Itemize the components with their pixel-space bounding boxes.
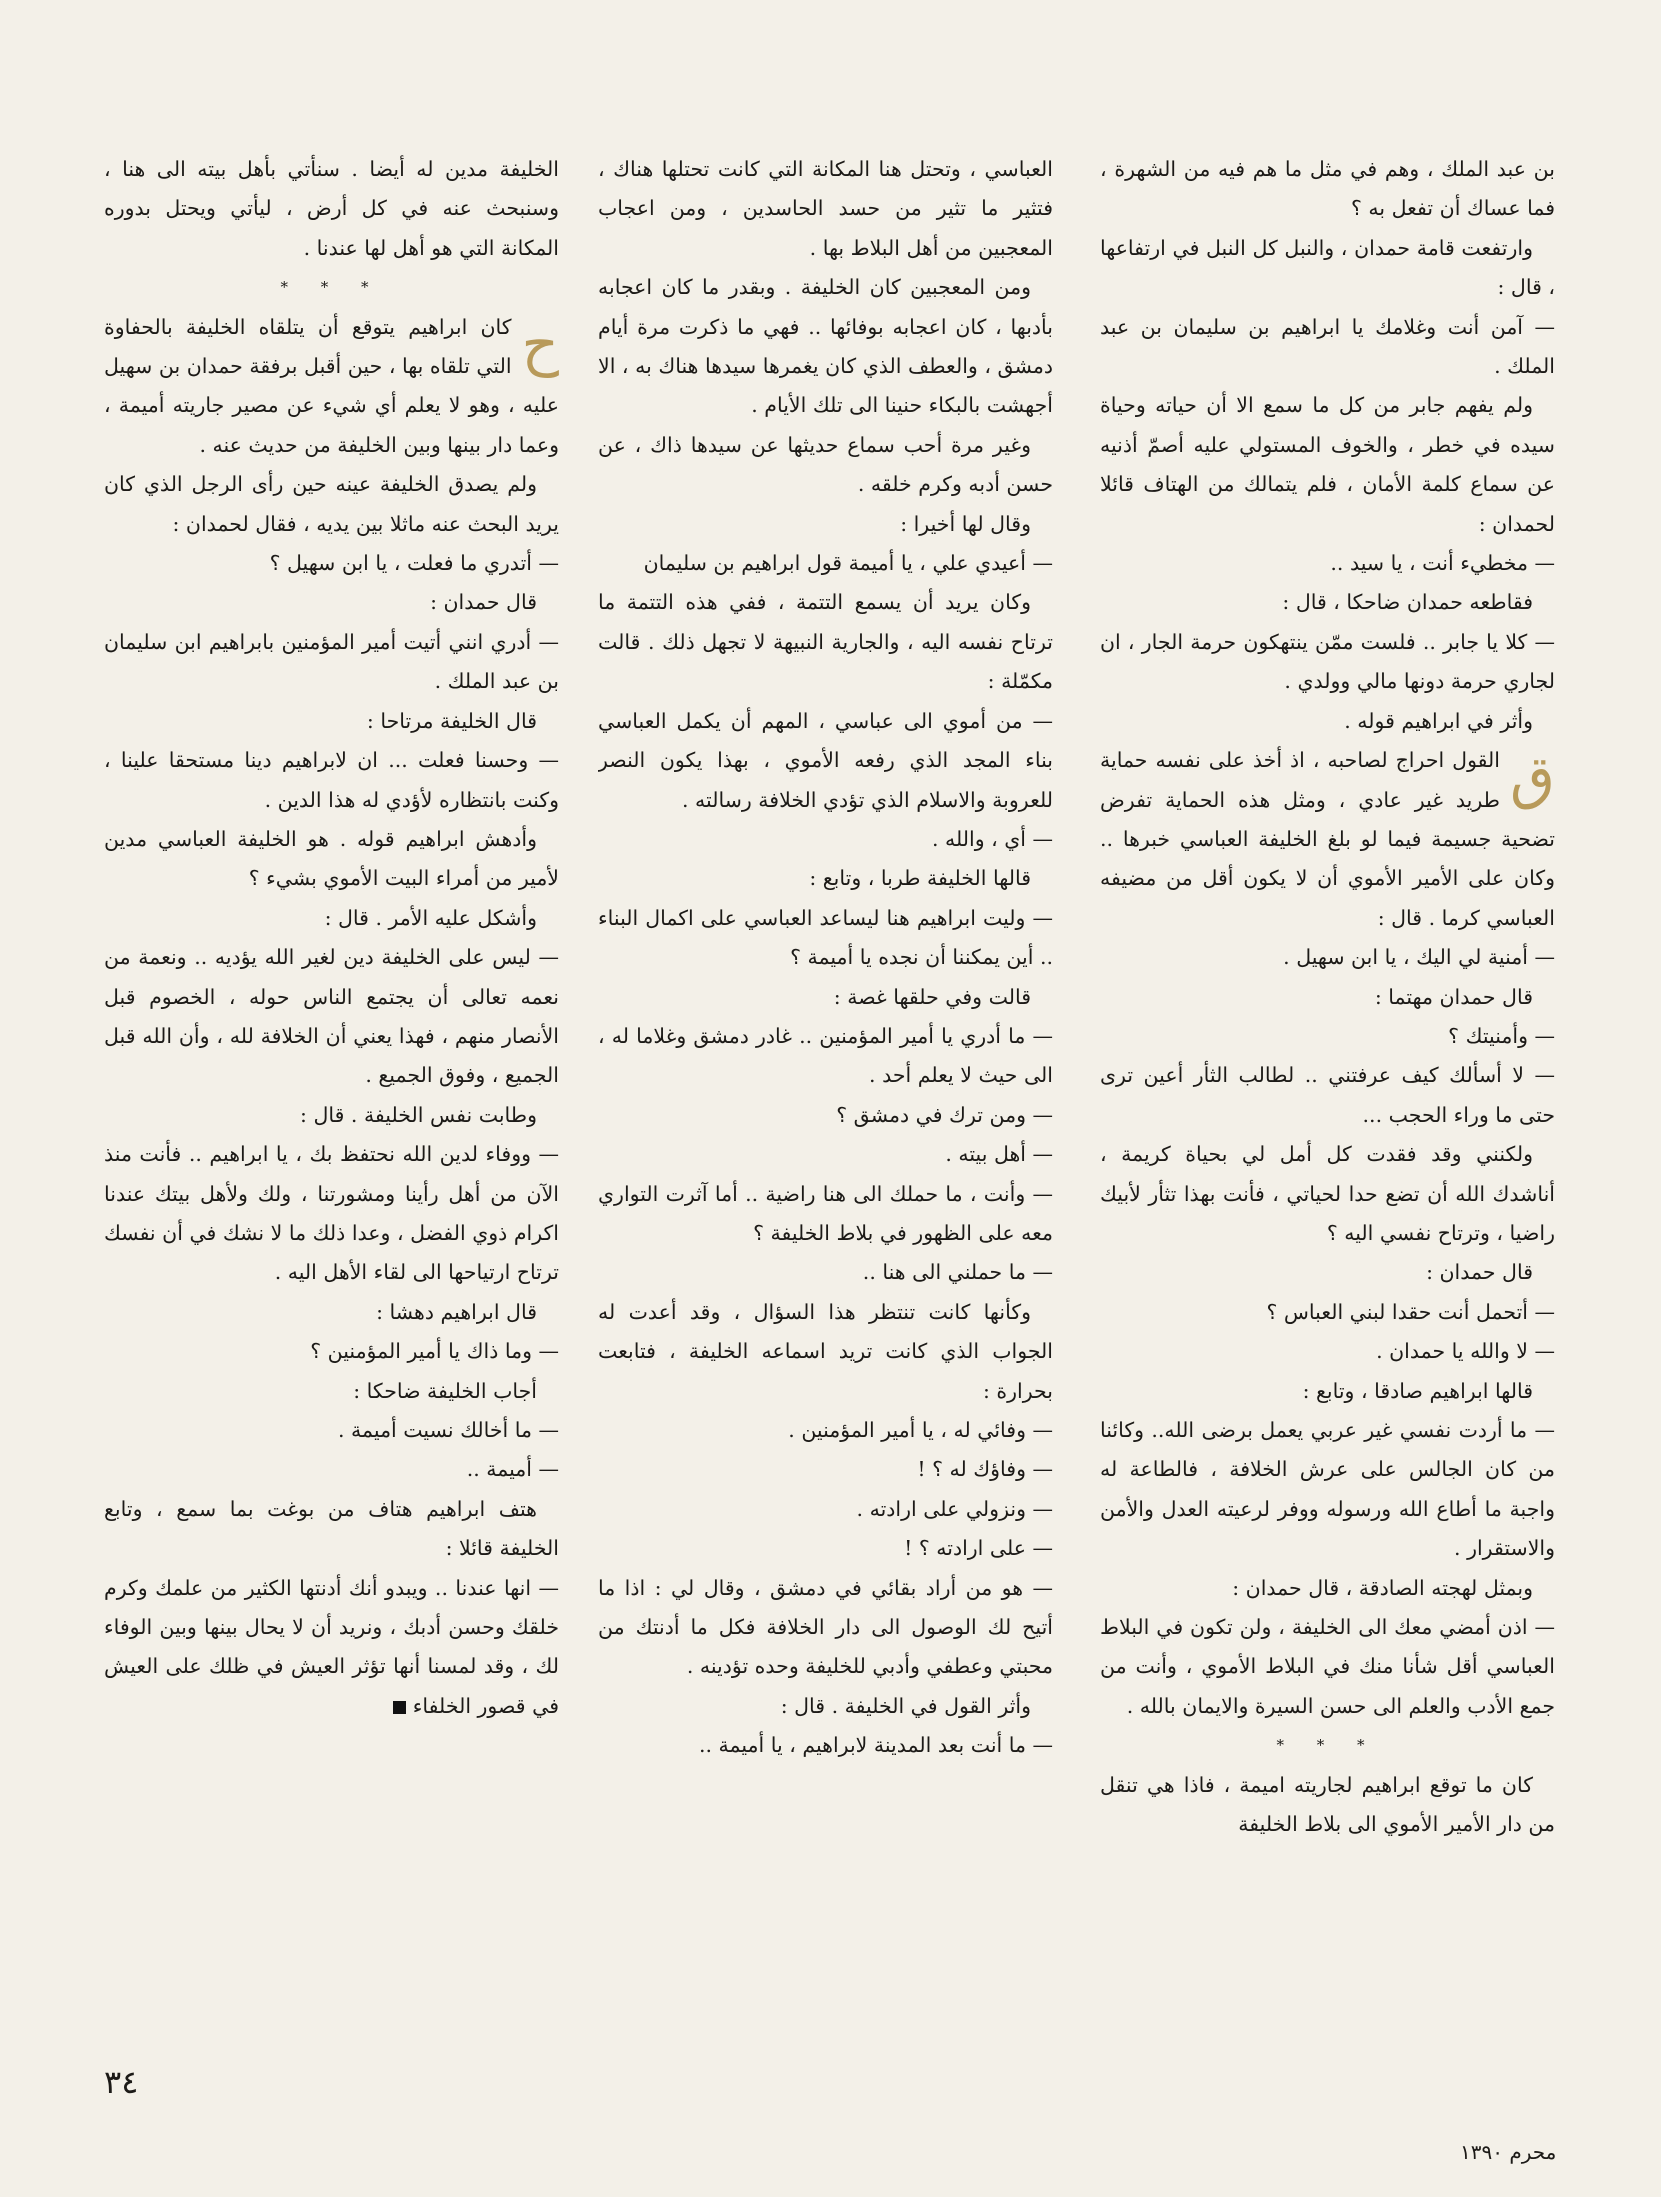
dialogue-line: — وحسنا فعلت ... ان لابراهيم دينا مستحقا علينا ، وكنت بانتظاره لأؤدي له هذا الدين . bbox=[104, 748, 559, 812]
dialogue-line: — لا أسألك كيف عرفتني .. لطالب الثأر أعين ترى حتى ما وراء الحجب ... bbox=[1100, 1063, 1555, 1127]
dialogue-line: — ليس على الخليفة دين لغير الله يؤديه .. ونعمة من نعمه تعالى أن يجتمع الناس حوله ، الخصوم قبل الأنصار منهم ، فهذا يعني أن الخلافة لله ، وأن الله قبل الجميع ، وفوق الجميع . bbox=[104, 945, 559, 1088]
dialogue-line: — ما أدري يا أمير المؤمنين .. غادر دمشق وغلاما له ، الى حيث لا يعلم أحد . bbox=[598, 1023, 1053, 1088]
paragraph: هتف ابراهيم هتاف من بوغت بما سمع ، وتابع الخليفة قائلا : bbox=[104, 1496, 559, 1561]
paragraph: وطابت نفس الخليفة . قال : bbox=[300, 1102, 537, 1127]
dialogue-line: — أتحمل أنت حقدا لبني العباس ؟ bbox=[1266, 1299, 1555, 1324]
dialogue-line: — أعيدي علي ، يا أميمة قول ابراهيم بن سليمان bbox=[643, 551, 1053, 576]
section-divider-stars: * * * bbox=[1276, 1736, 1379, 1755]
dialogue-line: — أي ، والله . bbox=[931, 826, 1053, 851]
dialogue-line: — ما أخالك نسيت أميمة . bbox=[338, 1418, 559, 1442]
dialogue-line: — أدري انني أتيت أمير المؤمنين بابراهيم ابن سليمان بن عبد الملك . bbox=[104, 629, 559, 694]
dialogue-line: — أميمة .. bbox=[466, 1457, 559, 1482]
dialogue-line: — ومن ترك في دمشق ؟ bbox=[836, 1102, 1053, 1127]
dialogue-line: — ما أردت نفسي غير عربي يعمل برضى الله.. وكائنا من كان الجالس على عرش الخلافة ، فالطاعة له واجبة ما أطاع الله ورسوله ووفر لرعيته العدل والأمن والاستقرار . bbox=[1100, 1418, 1555, 1561]
dialogue-line: — وأنت ، ما حملك الى هنا راضية .. أما آثرت التواري معه على الظهور في بلاط الخليفة ؟ bbox=[598, 1181, 1053, 1245]
paragraph: قالها الخليفة طربا ، وتابع : bbox=[809, 866, 1031, 891]
text-column-right bbox=[1100, 150, 1555, 1844]
paragraph: وأثر القول في الخليفة . قال : bbox=[780, 1693, 1031, 1718]
paragraph: قال حمدان : bbox=[1426, 1260, 1533, 1285]
paragraph: قال ابراهيم دهشا : bbox=[376, 1299, 537, 1324]
dialogue-line: — أمنية لي اليك ، يا ابن سهيل . bbox=[1283, 945, 1555, 970]
paragraph: ولكنني وقد فقدت كل أمل لي بحياة كريمة ، أناشدك الله أن تضع حدا لحياتي ، فأنت بهذا تثأر لأبيك راضيا ، وترتاح نفسي اليه ؟ bbox=[1100, 1142, 1555, 1245]
dialogue-line: — مخطيء أنت ، يا سيد .. bbox=[1330, 551, 1555, 576]
paragraph: العباسي ، وتحتل هنا المكانة التي كانت تحتلها هناك ، فتثير ما تثير من حسد الحاسدين ، ومن اعجاب المعجبين من أهل البلاط بها . bbox=[598, 157, 1053, 260]
dialogue-line: — وليت ابراهيم هنا ليساعد العباسي على اكمال البناء .. أين يمكننا أن نجده يا أميمة ؟ bbox=[598, 905, 1053, 970]
dialogue-line: — وفائي له ، يا أمير المؤمنين . bbox=[788, 1418, 1053, 1442]
dialogue-line: — هو من أراد بقائي في دمشق ، وقال لي : اذا ما أتيح لك الوصول الى دار الخلافة فكل ما أدنتك من محبتي وعطفي وأدبي للخليفة وحده تؤدينه . bbox=[598, 1575, 1053, 1679]
paragraph: قال الخليفة مرتاحا : bbox=[366, 708, 537, 733]
paragraph: وأدهش ابراهيم قوله . هو الخليفة العباسي مدين لأمير من أمراء البيت الأموي بشيء ؟ bbox=[104, 826, 559, 891]
paragraph: فقاطعه حمدان ضاحكا ، قال : bbox=[1282, 590, 1533, 615]
section-divider-stars: * * * bbox=[280, 278, 383, 297]
paragraph: بن عبد الملك ، وهم في مثل ما هم فيه من الشهرة ، فما عساك أن تفعل به ؟ bbox=[1100, 157, 1555, 221]
paragraph: قالها ابراهيم صادقا ، وتابع : bbox=[1302, 1378, 1533, 1403]
dialogue-line: — ما أنت بعد المدينة لابراهيم ، يا أميمة .. bbox=[698, 1733, 1053, 1758]
paragraph: قال حمدان : bbox=[430, 590, 537, 615]
decorative-initial: ح bbox=[521, 309, 559, 378]
dialogue-line: — على ارادته ؟ ! bbox=[904, 1536, 1053, 1561]
paragraph: قال حمدان مهتما : bbox=[1374, 984, 1533, 1009]
paragraph-with-initial: ح كان ابراهيم يتوقع أن يتلقاه الخليفة بالحفاوة التي تلقاه بها ، حين أقبل برفقة حمدان بن سهيل عليه ، وهو لا يعلم أي شيء عن مصير جاريته أميمة ، وعما دار بينها وبين الخليفة من حديث عنه . bbox=[104, 309, 559, 457]
dialogue-line: — أهل بيته . bbox=[945, 1142, 1053, 1167]
paragraph: وبمثل لهجته الصادقة ، قال حمدان : bbox=[1232, 1575, 1533, 1600]
dialogue-line: — انها عندنا .. ويبدو أنك أدنتها الكثير من علمك وكرم خلقك وحسن أدبك ، ونريد أن لا يحال بينها وبين الوفاء لك ، وقد لمسنا أنها تؤثر العيش في ظلك على العيش في قصور الخلفاء bbox=[104, 1575, 559, 1718]
dialogue-line: — كلا يا جابر .. فلست ممّن ينتهكون حرمة الجار ، ان لجاري حرمة دونها مالي وولدي . bbox=[1100, 629, 1555, 694]
paragraph: ولم يصدق الخليفة عينه حين رأى الرجل الذي كان يريد البحث عنه ماثلا بين يديه ، فقال لحمدان : bbox=[104, 472, 559, 536]
dialogue-line: — ما حملني الى هنا .. bbox=[862, 1260, 1053, 1285]
paragraph-with-initial: ق القول احراج لصاحبه ، اذ أخذ على نفسه حماية طريد غير عادي ، ومثل هذه الحماية تفرض تضحية جسيمة فيما لو بلغ الخليفة العباسي خبرها .. وكان على الأمير الأموي أن لا يكون أقل من مضيفه العباسي كرما . قال : bbox=[1100, 743, 1555, 930]
paragraph: وكان يريد أن يسمع التتمة ، ففي هذه التتمة ما ترتاح نفسه اليه ، والجارية النبيهة لا تجهل ذلك . قالت مكمّلة : bbox=[598, 590, 1053, 694]
decorative-initial: ق bbox=[1509, 743, 1555, 812]
paragraph: وكأنها كانت تنتظر هذا السؤال ، وقد أعدت له الجواب الذي كانت تريد اسماعه الخليفة ، فتابعت بحرارة : bbox=[598, 1299, 1053, 1403]
dialogue-line: — وما ذاك يا أمير المؤمنين ؟ bbox=[310, 1339, 559, 1364]
paragraph: وقال لها أخيرا : bbox=[900, 511, 1031, 536]
dialogue-line: — اذن أمضي معك الى الخليفة ، ولن تكون في البلاط العباسي أقل شأنا منك في البلاط الأموي ، وأنت من جمع الأدب والعلم الى حسن السيرة والايمان بالله . bbox=[1100, 1615, 1555, 1718]
dialogue-line: — آمن أنت وغلامك يا ابراهيم بن سليمان بن عبد الملك . bbox=[1100, 314, 1555, 379]
page-number: ٣٤ bbox=[104, 2063, 139, 2101]
dialogue-line: — ووفاء لدين الله نحتفظ بك ، يا ابراهيم .. فأنت منذ الآن من أهل رأينا ومشورتنا ، ولك ولأهل بيتك عندنا اكرام ذوي الفضل ، وعدا ذلك ما لا نشك في أن نفسك ترتاح ارتياحها الى لقاء الأهل اليه . bbox=[104, 1142, 559, 1285]
paragraph: وارتفعت قامة حمدان ، والنبل كل النبل في ارتفاعها ، قال : bbox=[1100, 235, 1555, 300]
dialogue-line: — لا والله يا حمدان . bbox=[1376, 1339, 1555, 1364]
paragraph: ومن المعجبين كان الخليفة . وبقدر ما كان اعجابه بأدبها ، كان اعجابه بوفائها .. فهي ما ذكرت مرة أيام دمشق ، والعطف الذي كان يغمرها سيدها هناك به ، الا أجهشت بالبكاء حنينا الى تلك الأيام . bbox=[598, 275, 1053, 418]
dialogue-line: — وأمنيتك ؟ bbox=[1448, 1023, 1555, 1048]
dialogue-line: — من أموي الى عباسي ، المهم أن يكمل العباسي بناء المجد الذي رفعه الأموي ، بهذا يكون النصر للعروبة والاسلام الذي تؤدي الخلافة رسالته . bbox=[598, 708, 1053, 812]
paragraph: كان ما توقع ابراهيم لجاريته اميمة ، فاذا هي تنقل من دار الأمير الأموي الى بلاط الخليفة bbox=[1100, 1772, 1555, 1837]
dialogue-line: — وفاؤك له ؟ ! bbox=[917, 1457, 1053, 1482]
paragraph: وأشكل عليه الأمر . قال : bbox=[324, 905, 537, 930]
paragraph: ولم يفهم جابر من كل ما سمع الا أن حياته وحياة سيده في خطر ، والخوف المستولي عليه أصمّ أذنيه عن سماع كلمة الأمان ، فلم يتمالك من الهتاف قائلا لحمدان : bbox=[1100, 393, 1555, 536]
paragraph: قالت وفي حلقها غصة : bbox=[833, 984, 1031, 1009]
text-column-middle bbox=[598, 150, 1053, 1766]
paragraph: أجاب الخليفة ضاحكا : bbox=[353, 1378, 537, 1403]
paragraph: الخليفة مدين له أيضا . سنأتي بأهل بيته الى هنا ، وسنبحث عنه في كل أرض ، ليأتي ويحتل بدوره المكانة التي هو أهل لها عندنا . bbox=[104, 157, 559, 260]
end-of-article-mark bbox=[393, 1701, 406, 1714]
paragraph: وأثر في ابراهيم قوله . bbox=[1344, 708, 1533, 733]
dialogue-line: — أتدري ما فعلت ، يا ابن سهيل ؟ bbox=[269, 551, 559, 576]
paragraph: وغير مرة أحب سماع حديثها عن سيدها ذاك ، عن حسن أدبه وكرم خلقه . bbox=[598, 432, 1053, 497]
text-column-left bbox=[104, 150, 559, 1726]
issue-date: محرم ١٣٩٠ bbox=[1460, 2140, 1557, 2164]
dialogue-line: — ونزولي على ارادته . bbox=[856, 1496, 1053, 1521]
